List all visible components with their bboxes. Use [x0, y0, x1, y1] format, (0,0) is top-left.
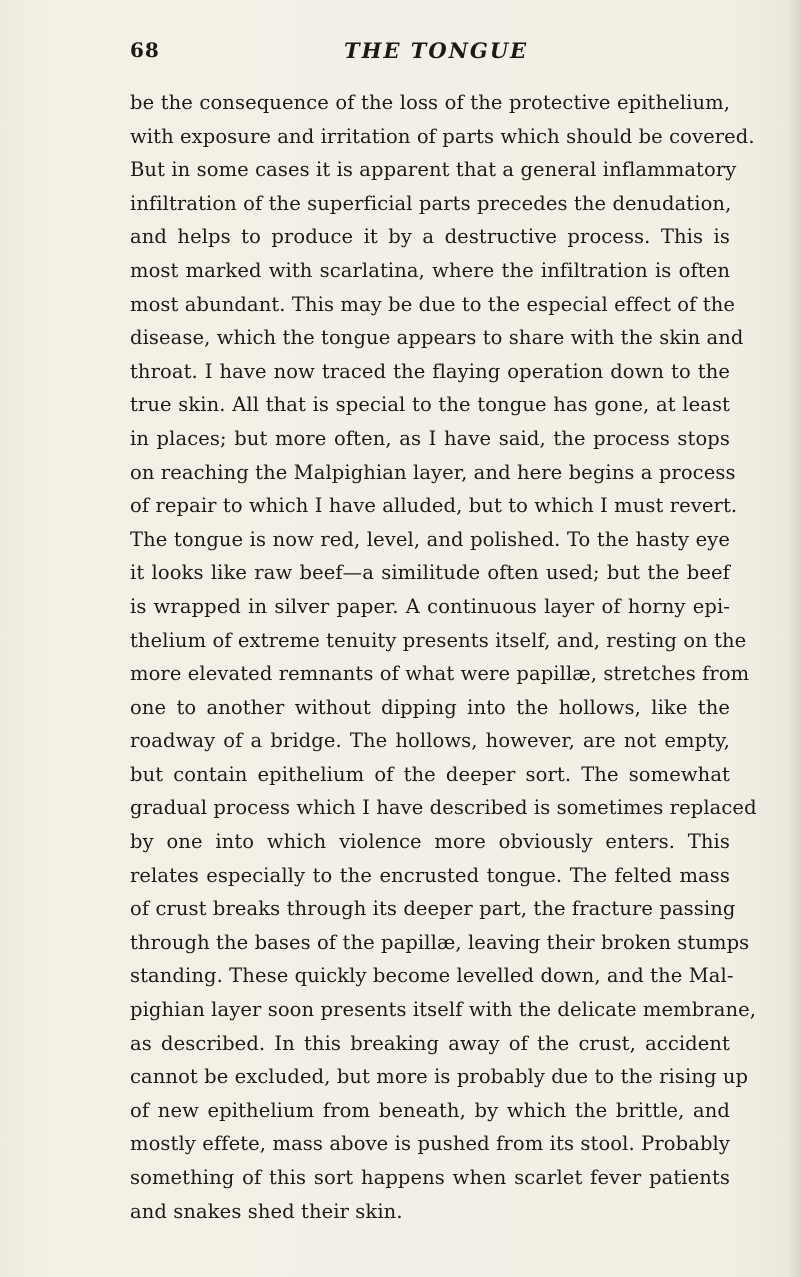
text-line: with exposure and irritation of parts which should be covered.	[130, 124, 755, 148]
page-edge-shadow	[787, 0, 801, 1277]
running-head-title: THE TONGUE	[344, 38, 529, 63]
text-line: but contain epithelium of the deeper sort. The somewhat	[130, 762, 730, 786]
text-line: of repair to which I have alluded, but to which I must revert.	[130, 494, 738, 518]
text-line: of new epithelium from beneath, by which the brittle, and	[130, 1098, 730, 1122]
text-line: standing. These quickly become levelled down, and the Mal-	[130, 964, 734, 988]
text-line: pighian layer soon presents itself with the delicate membrane,	[130, 998, 757, 1022]
text-line: more elevated remnants of what were papillæ, stretches from	[130, 662, 750, 686]
text-line: relates especially to the encrusted tongue. The felted mass	[130, 863, 730, 887]
text-line: on reaching the Malpighian layer, and here begins a process	[130, 460, 736, 484]
text-line: through the bases of the papillæ, leaving their broken stumps	[130, 930, 750, 954]
text-line: of crust breaks through its deeper part, the fracture passing	[130, 897, 736, 921]
text-line: something of this sort happens when scarlet fever patients	[130, 1166, 730, 1189]
text-line: mostly effete, mass above is pushed from its stool. Probably	[130, 1132, 730, 1156]
text-line: most abundant. This may be due to the especial effect of the	[130, 292, 735, 316]
text-line: most marked with scarlatina, where the infiltration is often	[130, 258, 730, 282]
text-line: But in some cases it is apparent that a general inflammatory	[130, 158, 737, 182]
text-line: one to another without dipping into the hollows, like the	[130, 695, 730, 719]
text-line: throat. I have now traced the flaying operation down to the	[130, 359, 730, 383]
text-line: it looks like raw beef—a similitude often used; but the beef	[130, 561, 730, 585]
text-line: thelium of extreme tenuity presents itself, and, resting on the	[130, 628, 747, 652]
text-line: and helps to produce it by a destructive process. This is	[130, 225, 730, 249]
text-line: is wrapped in silver paper. A continuous layer of horny epi-	[130, 594, 730, 618]
text-line: infiltration of the superficial parts precedes the denudation,	[130, 191, 732, 215]
text-line: The tongue is now red, level, and polished. To the hasty eye	[130, 527, 730, 551]
text-line: in places; but more often, as I have said, the process stops	[130, 426, 730, 450]
text-line: be the consequence of the loss of the protective epithelium,	[130, 91, 730, 114]
text-line: disease, which the tongue appears to share with the skin and	[130, 326, 744, 350]
page-number: 68	[130, 38, 160, 62]
text-line: cannot be excluded, but more is probably due to the rising up	[130, 1065, 749, 1089]
running-head	[130, 38, 730, 64]
text-line: as described. In this breaking away of the crust, accident	[130, 1031, 730, 1055]
text-line: gradual process which I have described is sometimes replaced	[130, 796, 757, 820]
text-line: true skin. All that is special to the tongue has gone, at least	[130, 393, 730, 417]
body-paragraph	[130, 86, 757, 1228]
text-line: by one into which violence more obviously enters. This	[130, 830, 730, 854]
text-line-last: and snakes shed their skin.	[130, 1199, 403, 1223]
text-line: roadway of a bridge. The hollows, however, are not empty,	[130, 729, 730, 753]
